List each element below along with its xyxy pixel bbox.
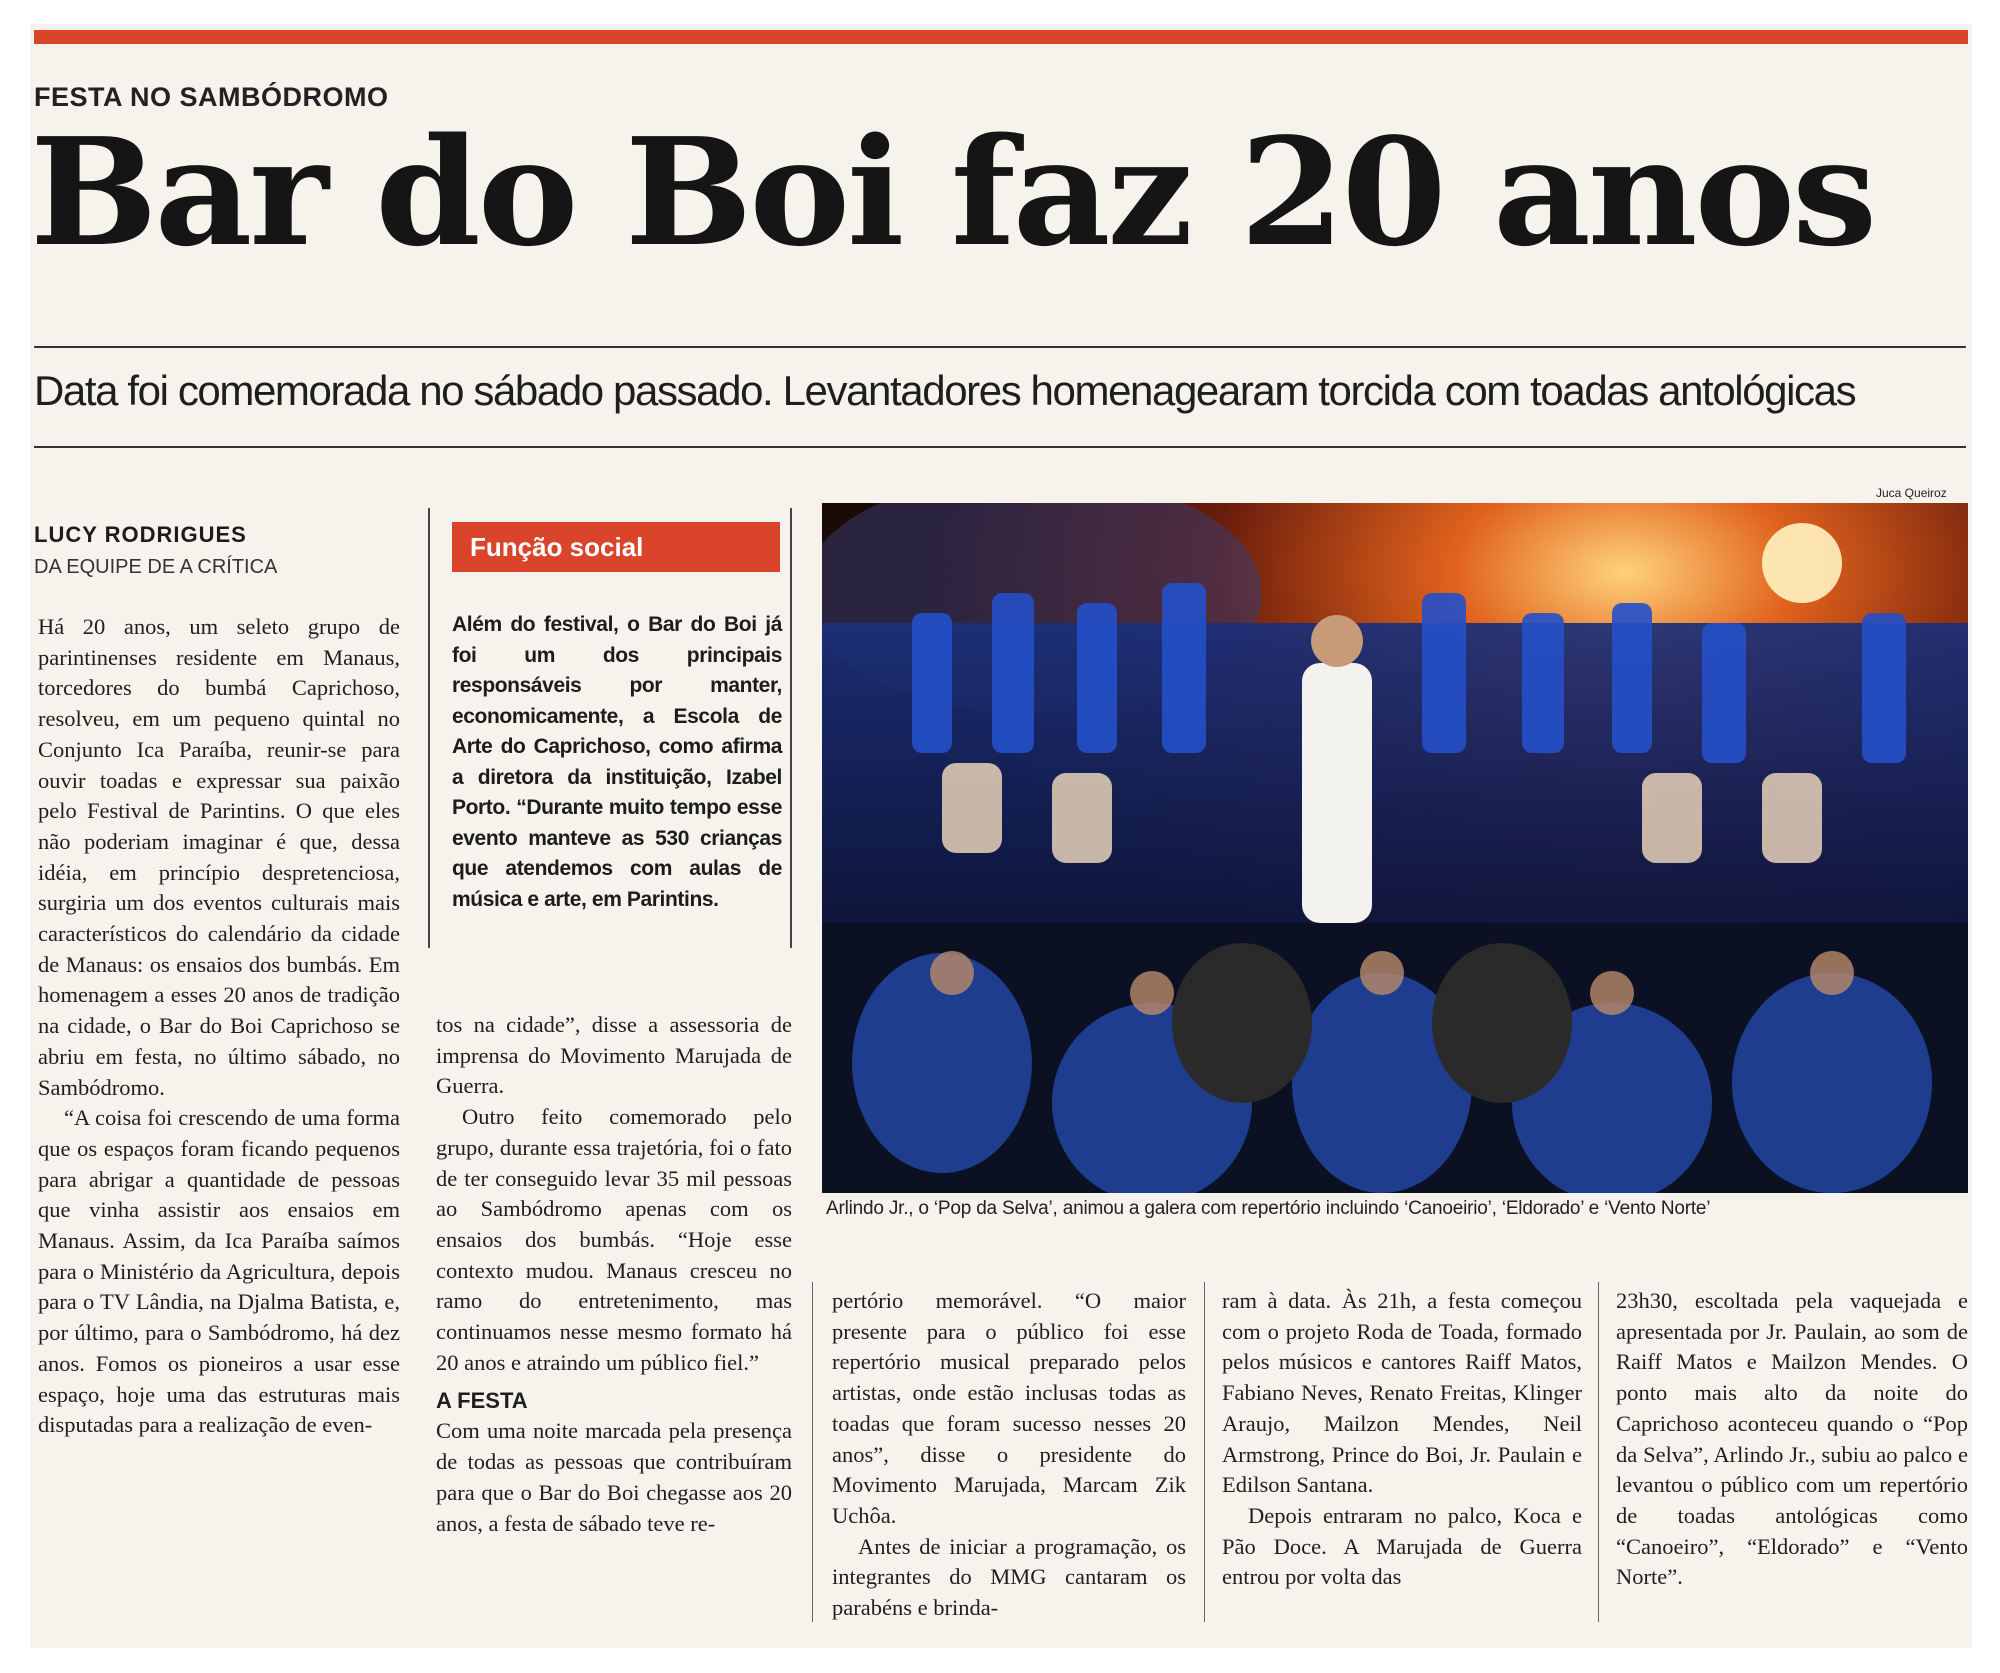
paragraph: Há 20 anos, um seleto grupo de parintinenses residente em Manaus, torcedores do bumbá Caprichoso, resolveu, em um pequeno quintal no Conjunto Ica Paraíba, reunir-se para ouvir toadas e expressar sua paixão pelo Festival de Parintins. O que eles não poderiam imaginar é que, dessa idéia, em princípio despretenciosa, surgiria um dos eventos culturais mais característicos do calendário da cidade de Manaus: os ensaios dos bumbás. Em homenagem a esses 20 anos de tradição na cidade, o Bar do Boi Caprichoso se abriu em festa, no último sábado, no Sambódromo. <box>38 614 400 1100</box>
column-3 <box>832 1286 1186 1624</box>
paragraph: ram à data. Às 21h, a festa começou com o projeto Roda de Toada, formado pelos músicos e cantores Raiff Matos, Fabiano Neves, Renato Freitas, Klinger Araujo, Mailzon Mendes, Neil Armstrong, Prince do Boi, Jr. Paulain e Edilson Santana. <box>1222 1288 1582 1498</box>
paragraph: Depois entraram no palco, Koca e Pão Doce. A Marujada de Guerra entrou por volta das <box>1222 1502 1582 1590</box>
column-divider <box>1598 1282 1599 1622</box>
subhead: A FESTA <box>436 1388 528 1414</box>
paragraph: Com uma noite marcada pela presença de todas as pessoas que contribuíram para que o Bar do Boi chegasse aos 20 anos, a festa de sábado teve re- <box>436 1418 792 1536</box>
paragraph: Antes de iniciar a programação, os integrantes do MMG cantaram os parabéns e brinda- <box>832 1533 1186 1621</box>
paragraph: 23h30, escoltada pela vaquejada e apresentada por Jr. Paulain, ao som de Raiff Matos e Mailzon Mendes. O ponto mais alto da noite do Caprichoso aconteceu quando o “Pop da Selva”, Arlindo Jr., subiu ao palco e levantou o público com um repertório de toadas antológicas como “Canoeiro”, “Eldorado” e “Vento Norte”. <box>1616 1288 1968 1590</box>
column-divider <box>1204 1282 1205 1622</box>
column-4 <box>1222 1286 1582 1593</box>
author-name: LUCY RODRIGUES <box>34 522 247 547</box>
column-5 <box>1616 1286 1968 1593</box>
column-1 <box>38 612 400 1441</box>
column-2 <box>436 1010 792 1539</box>
headline: Bar do Boi faz 20 anos <box>30 105 1875 279</box>
paragraph: tos na cidade”, disse a assessoria de imprensa do Movimento Marujada de Guerra. <box>436 1012 792 1099</box>
deck: Data foi comemorada no sábado passado. Levantadores homenagearam torcida com toadas antológicas <box>34 367 1856 414</box>
photo-credit: Juca Queiroz <box>1876 486 1947 500</box>
author-team: DA EQUIPE DE A CRÍTICA <box>34 556 278 578</box>
column-divider <box>812 1282 813 1622</box>
sidebar-text: Além do festival, o Bar do Boi já foi um dos principais responsáveis por manter, economicamente, a Escola de Arte do Caprichoso, como afirma a diretora da instituição, Izabel Porto. “Durante muito tempo esse evento manteve as 530 crianças que atendemos com aulas de música e arte, em Parintins. <box>452 613 782 911</box>
photo-caption: Arlindo Jr., o ‘Pop da Selva’, animou a galera com repertório incluindo ‘Canoeirio’, ‘Eldorado’ e ‘Vento Norte’ <box>826 1198 1711 1219</box>
sidebar-box <box>428 508 792 948</box>
rule-bottom <box>34 446 1966 448</box>
sidebar-title: Função social <box>452 522 780 572</box>
paragraph: pertório memorável. “O maior presente para o público foi esse repertório musical preparado pelos artistas, onde estão inclusas todas as toadas que foram sucesso nesses 20 anos”, disse o presidente do Movimento Marujada, Marcam Zik Uchôa. <box>832 1288 1186 1528</box>
rule-top <box>34 346 1966 348</box>
paragraph: “A coisa foi crescendo de uma forma que os espaços foram ficando pequenos para abrigar a quantidade de pessoas que vinha assistir aos ensaios em Manaus. Assim, da Ica Paraíba saímos para o Ministério da Agricultura, depois para o TV Lândia, na Djalma Batista, e, por último, para o Sambódromo, há dez anos. Fomos os pioneiros a usar esse espaço, hoje uma das estruturas mais disputadas para a realização de even- <box>38 1105 400 1438</box>
section-kicker: FESTA NO SAMBÓDROMO <box>34 82 389 112</box>
accent-top-bar <box>34 30 1968 44</box>
concert-photo <box>822 503 1968 1193</box>
paragraph: Outro feito comemorado pelo grupo, durante essa trajetória, foi o fato de ter conseguido levar 35 mil pessoas ao Sambódromo apenas com os ensaios dos bumbás. “Hoje esse contexto mudou. Manaus cresceu no ramo do entretenimento, mas continuamos nesse mesmo formato há 20 anos e atraindo um público fiel.” <box>436 1104 792 1375</box>
